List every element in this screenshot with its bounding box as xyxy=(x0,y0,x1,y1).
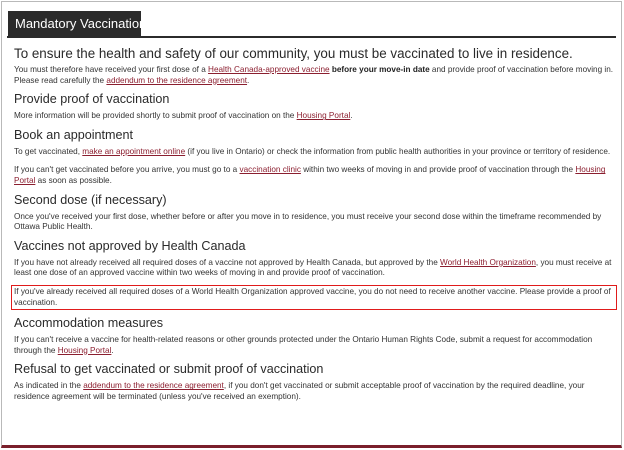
intro-text-3: Please read carefully the xyxy=(14,75,107,85)
intro-text-2: and provide proof of vaccination before moving in. xyxy=(429,65,614,74)
appointment-text-2: (if you live in Ontario) or check the information from public health authorities in your province or territory of residence. xyxy=(185,146,611,156)
intro-text-4: . xyxy=(247,75,250,85)
appointment-paragraph-1 xyxy=(14,147,614,158)
appointment-paragraph-2 xyxy=(14,165,614,186)
vaccination-clinic-link[interactable]: vaccination clinic xyxy=(239,165,301,175)
refusal-heading: Refusal to get vaccinated or submit proof of vaccination xyxy=(14,362,324,377)
proof-paragraph xyxy=(14,111,614,122)
housing-portal-link[interactable]: Housing Portal xyxy=(296,111,351,121)
vaccination-panel xyxy=(1,1,622,448)
refusal-text-1: As indicated in the xyxy=(14,381,84,391)
not-approved-paragraph xyxy=(14,258,614,279)
intro-text-1: You must therefore have received your first dose of a xyxy=(14,65,209,74)
tab-mandatory-vaccination[interactable]: Mandatory Vaccination xyxy=(8,11,141,36)
appointment-text-1: To get vaccinated, xyxy=(14,146,83,156)
refusal-paragraph xyxy=(14,381,614,402)
not-approved-heading: Vaccines not approved by Health Canada xyxy=(14,238,246,253)
intro-paragraph xyxy=(14,65,614,86)
housing-portal-link-3[interactable]: Housing Portal xyxy=(57,345,112,355)
highlighted-who-notice: If you've already received all required doses of a World Health Organization approved vaccine, you do not need to receive another vaccine. Please provide a proof of vaccination. xyxy=(11,285,617,310)
appointment-heading: Book an appointment xyxy=(14,127,134,142)
accommodation-paragraph xyxy=(14,335,614,356)
proof-heading: Provide proof of vaccination xyxy=(14,92,170,107)
intro-bold-text: before your move-in date xyxy=(329,65,430,74)
addendum-link-2[interactable]: addendum to the residence agreement xyxy=(83,381,224,391)
make-appointment-link[interactable]: make an appointment online xyxy=(82,146,186,156)
proof-text-1: More information will be provided shortly to submit proof of vaccination on the xyxy=(14,111,297,121)
addendum-link[interactable]: addendum to the residence agreement xyxy=(106,75,248,85)
accommodation-text-2: . xyxy=(111,345,114,355)
who-link[interactable]: World Health Organization xyxy=(440,257,536,267)
refusal-text-2: , if you don't get vaccinated or submit acceptable proof of vaccination by the required deadline, your residence agreement will be terminated (unless you've received an exemption). xyxy=(14,381,585,401)
housing-portal-link-2[interactable]: Housing Portal xyxy=(14,165,606,185)
panel-content xyxy=(14,46,614,403)
health-canada-vaccine-link[interactable]: Health Canada-approved vaccine xyxy=(208,65,330,74)
tab-underline xyxy=(7,36,616,38)
intro-heading: To ensure the health and safety of our community, you must be vaccinated to live in residence. xyxy=(14,46,573,61)
not-approved-text-2: , you must receive at least one dose of an approved vaccine within two weeks of moving in and provide proof of vaccination. xyxy=(14,257,612,278)
proof-text-2: . xyxy=(350,111,353,121)
appointment-text-3: If you can't get vaccinated before you arrive, you must go to a xyxy=(14,165,240,175)
second-dose-paragraph: Once you've received your first dose, whether before or after you move in to residence, you must receive your second dose within the timeframe recommended by Ottawa Public Health. xyxy=(14,211,602,232)
not-approved-text-1: If you have not already received all required doses of a vaccine not approved by Health Canada, but approved by the xyxy=(14,257,441,267)
accommodation-heading: Accommodation measures xyxy=(14,316,164,331)
accommodation-text-1: If you can't receive a vaccine for health-related reasons or other grounds protected under the Ontario Human Rights Code, submit a request for accommodation through the xyxy=(14,335,593,355)
appointment-text-5: as soon as possible. xyxy=(35,175,112,185)
appointment-text-4: within two weeks of moving in and provide proof of vaccination through the xyxy=(300,165,576,175)
second-dose-heading: Second dose (if necessary) xyxy=(14,192,167,207)
